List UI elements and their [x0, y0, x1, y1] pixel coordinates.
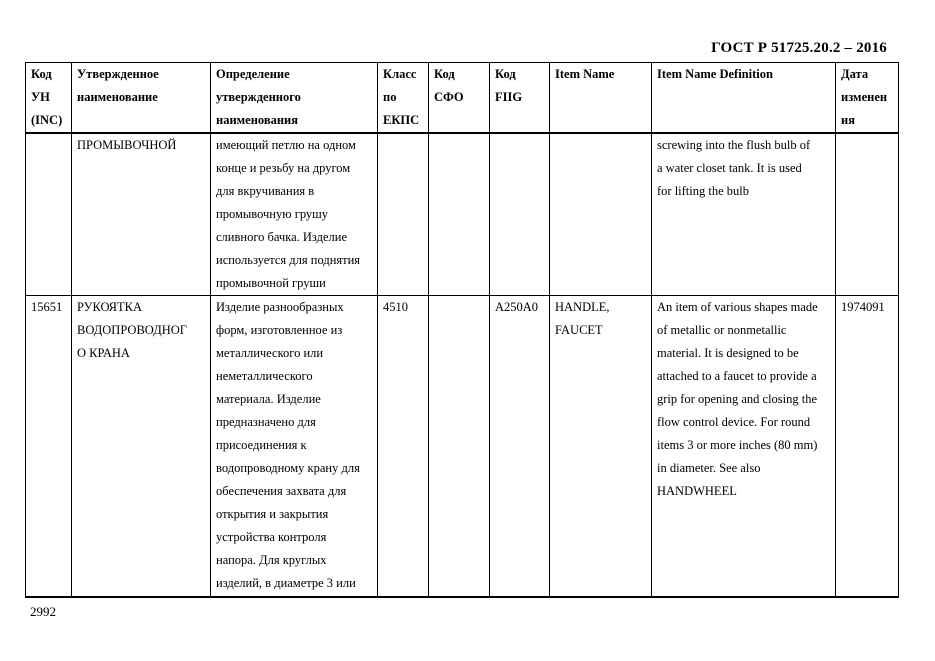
cell-item-name: HANDLE, FAUCET	[550, 296, 652, 598]
table-row	[26, 296, 899, 598]
col-header-fiig-code: Код FIIG	[490, 63, 550, 134]
cell-item-name	[550, 133, 652, 296]
col-header-ekps-class: Класс по ЕКПС	[378, 63, 429, 134]
col-header-approved-name: Утвержденное наименование	[72, 63, 211, 134]
cell-item-name-definition: An item of various shapes made of metallic or nonmetallic material. It is designed to be attached to a faucet to provide a grip for opening and closing the flow control device. For round items 3 or more inches (80 mm) in diameter. See also HANDWHEEL	[652, 296, 836, 598]
cell-inc: 15651	[26, 296, 72, 598]
cell-approved-name: ПРОМЫВОЧНОЙ	[72, 133, 211, 296]
col-header-change-date: Дата изменен ия	[836, 63, 899, 134]
cell-ekps-class	[378, 133, 429, 296]
cell-definition: имеющий петлю на одном конце и резьбу на другом для вкручивания в промывочную грушу сливного бачка. Изделие используется для поднятия промывочной груши	[211, 133, 378, 296]
cell-definition: Изделие разнообразных форм, изготовленное из металлического или неметаллического материала. Изделие предназначено для присоединения к водопроводному крану для обеспечения захвата для открытия и закрытия устройства контроля напора. Для круглых изделий, в диаметре 3 или	[211, 296, 378, 598]
cell-change-date	[836, 133, 899, 296]
page-number: 2992	[30, 604, 56, 619]
col-header-sfo-code: Код СФО	[429, 63, 490, 134]
document-standard-header: ГОСТ Р 51725.20.2 – 2016	[711, 40, 887, 56]
cell-change-date: 1974091	[836, 296, 899, 598]
cell-item-name-definition: screwing into the flush bulb of a water closet tank. It is used for lifting the bulb	[652, 133, 836, 296]
cell-sfo-code	[429, 133, 490, 296]
table-header-row	[26, 63, 899, 134]
cell-inc	[26, 133, 72, 296]
cell-approved-name: РУКОЯТКА ВОДОПРОВОДНОГ О КРАНА	[72, 296, 211, 598]
col-header-item-name: Item Name	[550, 63, 652, 134]
table-row	[26, 133, 899, 296]
col-header-inc: Код УН (INC)	[26, 63, 72, 134]
col-header-item-name-definition: Item Name Definition	[652, 63, 836, 134]
cell-fiig-code: A250A0	[490, 296, 550, 598]
cell-ekps-class: 4510	[378, 296, 429, 598]
nomenclature-table	[25, 62, 899, 598]
cell-fiig-code	[490, 133, 550, 296]
cell-sfo-code	[429, 296, 490, 598]
col-header-definition: Определение утвержденного наименования	[211, 63, 378, 134]
